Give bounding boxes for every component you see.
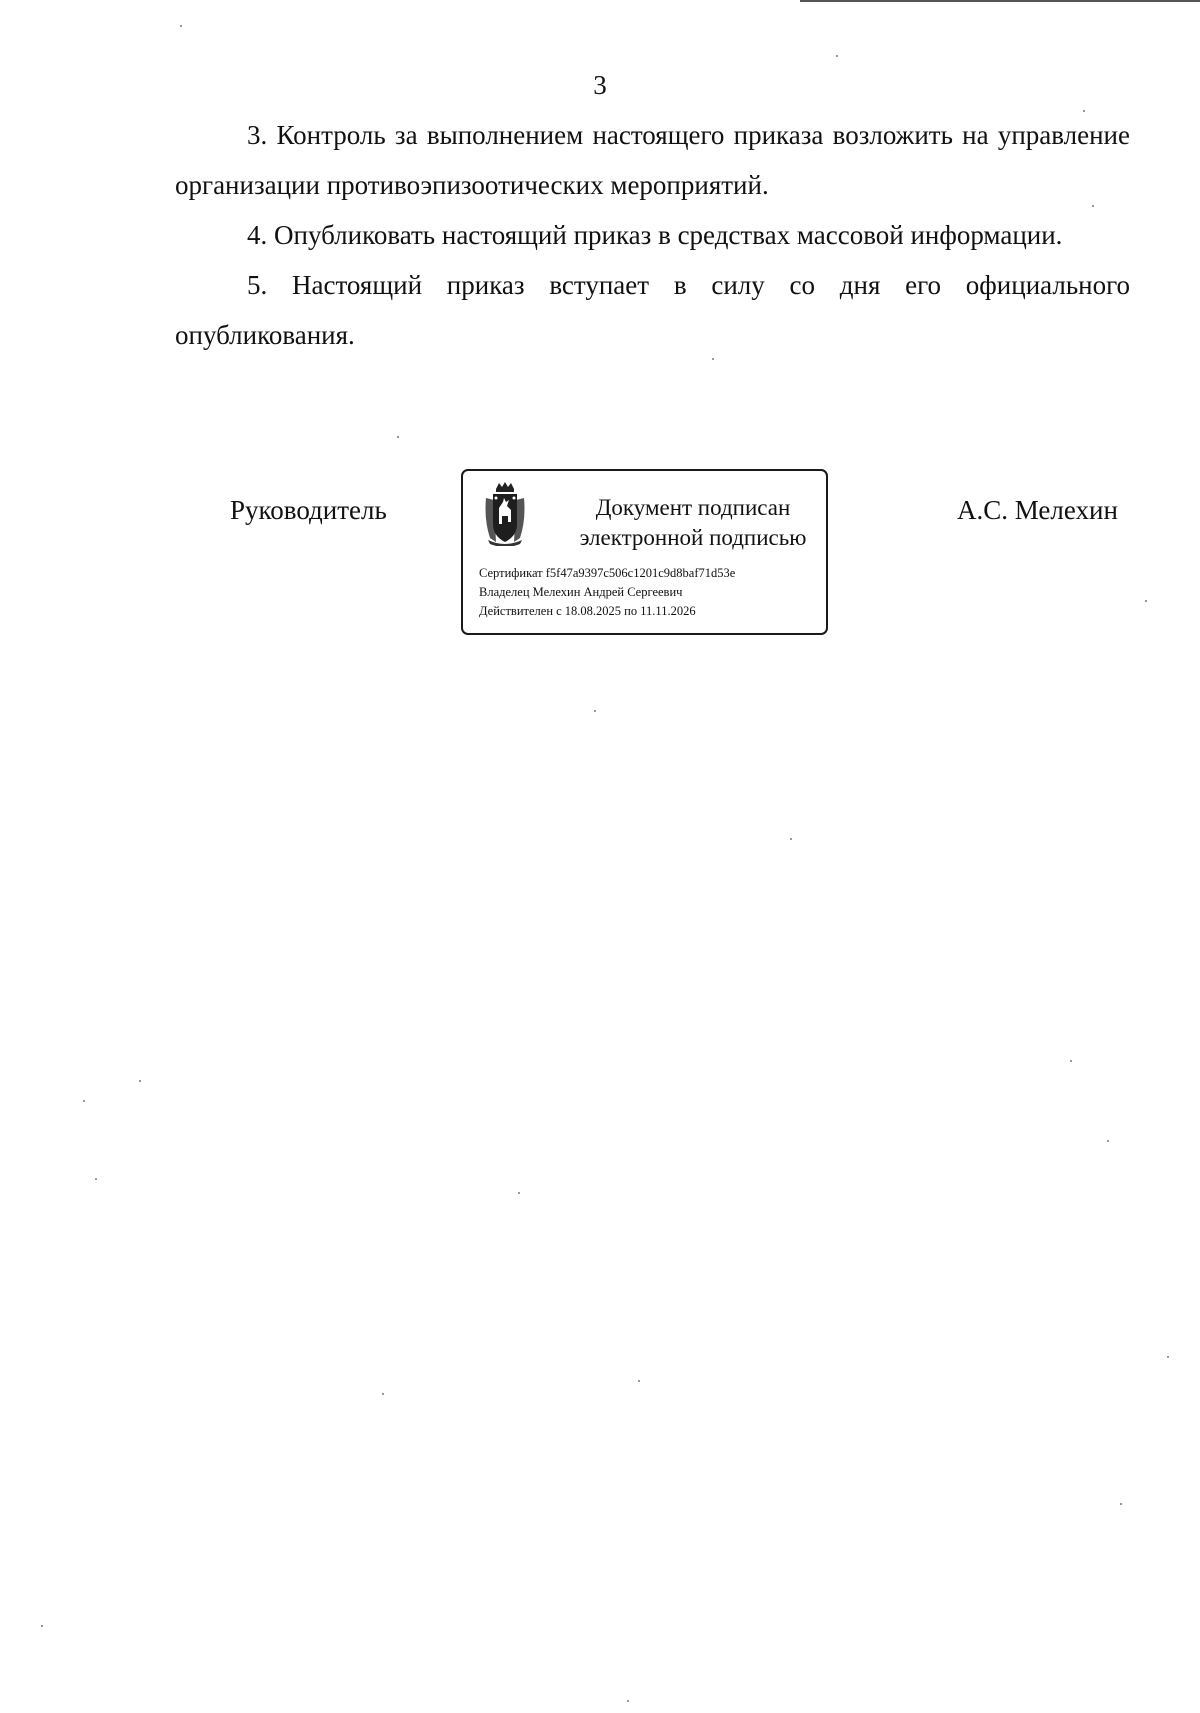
paragraph-3: 3. Контроль за выполнением настоящего приказа возложить на управление организации противоэпизоотических мероприятий.	[175, 120, 1130, 200]
coat-of-arms-icon	[482, 480, 528, 546]
scan-speck	[712, 358, 714, 360]
scan-speck	[1167, 1356, 1169, 1358]
page-number: 3	[593, 70, 607, 100]
certificate-validity: Действителен с 18.08.2025 по 11.11.2026	[479, 604, 696, 618]
scan-speck	[1107, 1140, 1109, 1142]
electronic-signature-stamp	[461, 469, 828, 635]
scan-speck	[1083, 110, 1085, 112]
stamp-details	[479, 564, 735, 621]
signer-name: А.С. Мелехин	[957, 495, 1118, 525]
scan-speck	[836, 55, 838, 57]
scan-speck	[790, 838, 792, 840]
paragraph-5: 5. Настоящий приказ вступает в силу со дня его официального опубликования.	[175, 270, 1130, 350]
scan-speck	[638, 1380, 640, 1382]
scan-speck	[139, 1080, 141, 1082]
certificate-number: Сертификат f5f47a9397c506c1201c9d8baf71d53e	[479, 566, 736, 580]
scan-edge-line	[800, 0, 1200, 2]
signer-title: Руководитель	[230, 495, 387, 525]
scan-speck	[41, 1625, 43, 1627]
scan-speck	[95, 1178, 97, 1180]
scan-speck	[518, 1192, 520, 1194]
certificate-owner: Владелец Мелехин Андрей Сергеевич	[479, 585, 683, 599]
scan-speck	[1092, 205, 1094, 207]
scan-speck	[1070, 1060, 1072, 1062]
scan-speck	[382, 1393, 384, 1395]
scan-speck	[1120, 1503, 1122, 1505]
scan-speck	[594, 710, 596, 712]
paragraph-4: 4. Опубликовать настоящий приказ в средствах массовой информации.	[247, 220, 1063, 250]
scan-speck	[397, 436, 399, 438]
scan-speck	[83, 1100, 85, 1102]
stamp-line-2: электронной подписью	[579, 525, 807, 550]
scan-speck	[180, 25, 182, 27]
stamp-line-1: Документ подписан	[595, 495, 791, 520]
stamp-header	[568, 493, 818, 553]
scan-speck	[1145, 600, 1147, 602]
scan-speck	[627, 1700, 629, 1702]
document-body	[175, 110, 1130, 360]
